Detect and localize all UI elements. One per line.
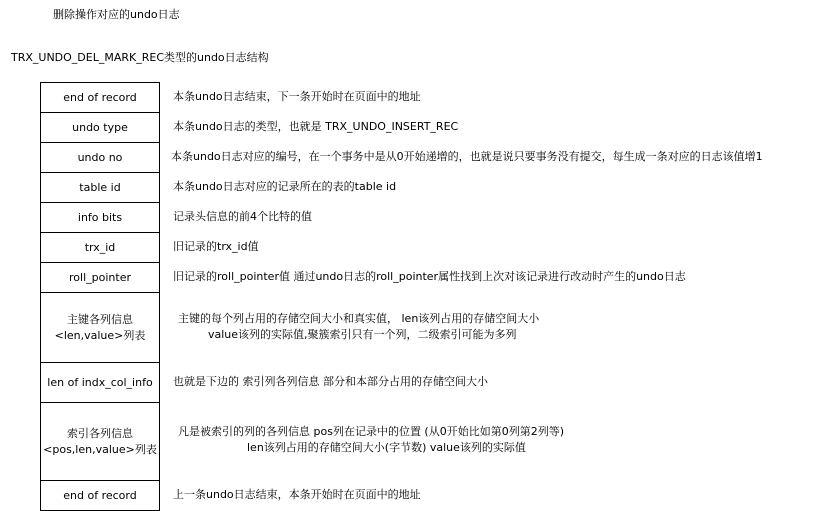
field-end-of-record — [40, 82, 160, 113]
field-info-bits — [40, 202, 160, 233]
field-description: 也就是下边的 索引列各列信息 部分和本部分占用的存储空间大小 — [173, 375, 488, 388]
field-label-line1: 主键各列信息 — [67, 312, 133, 326]
page-heading: 删除操作对应的undo日志 — [53, 8, 180, 21]
field-description: 本条undo日志对应的编号，在一个事务中是从0开始递增的，也就是说只要事务没有提交，每生成一条对应的日志该值增1 — [171, 150, 763, 163]
field-label: table id — [79, 180, 121, 194]
field-description-line1: 凡是被索引的列的各列信息 pos列在记录中的位置 (从0开始比如第0列第2列等) — [178, 425, 565, 438]
field-index-columns — [40, 402, 160, 481]
field-label: trx_id — [84, 240, 116, 254]
field-primary-key-columns — [40, 292, 160, 363]
field-label-line1: 索引各列信息 — [67, 426, 133, 440]
field-description: 本条undo日志结束，下一条开始时在页面中的地址 — [173, 90, 421, 103]
field-label-line2: <pos,len,value>列表 — [43, 442, 157, 456]
structure-title: TRX_UNDO_DEL_MARK_REC类型的undo日志结构 — [11, 51, 269, 64]
field-trx-id — [40, 232, 160, 263]
field-len-of-indx-col-info — [40, 362, 160, 403]
field-label: undo no — [77, 150, 123, 164]
field-end-of-record-prev — [40, 480, 160, 511]
field-label: end of record — [63, 90, 137, 104]
field-description: 旧记录的roll_pointer值 通过undo日志的roll_pointer属性找到上次对该记录进行改动时产生的undo日志 — [173, 270, 686, 283]
field-undo-type — [40, 112, 160, 143]
field-description — [178, 424, 564, 456]
field-label: end of record — [63, 488, 137, 502]
field-description: 本条undo日志的类型，也就是 TRX_UNDO_INSERT_REC — [173, 120, 459, 133]
field-description: 本条undo日志对应的记录所在的表的table id — [173, 180, 397, 193]
field-roll-pointer — [40, 262, 160, 293]
field-label: undo type — [72, 120, 128, 134]
field-description: 上一条undo日志结束，本条开始时在页面中的地址 — [173, 488, 421, 501]
field-label: roll_pointer — [69, 270, 131, 284]
field-description: 记录头信息的前4个比特的值 — [173, 210, 312, 223]
field-label-line2: <len,value>列表 — [54, 328, 146, 342]
field-description-line2: len该列占用的存储空间大小(字节数) value该列的实际值 — [247, 441, 526, 454]
field-description — [178, 311, 539, 343]
field-description-line1: 主键的每个列占用的存储空间大小和真实值， len该列占用的存储空间大小 — [178, 312, 540, 325]
field-table-id — [40, 172, 160, 203]
field-undo-no — [40, 142, 160, 173]
field-description-line2: value该列的实际值,聚簇索引只有一个列，二级索引可能为多列 — [208, 328, 517, 341]
field-description: 旧记录的trx_id值 — [173, 240, 259, 253]
field-label: info bits — [77, 210, 123, 224]
field-label: len of indx_col_info — [47, 375, 153, 389]
